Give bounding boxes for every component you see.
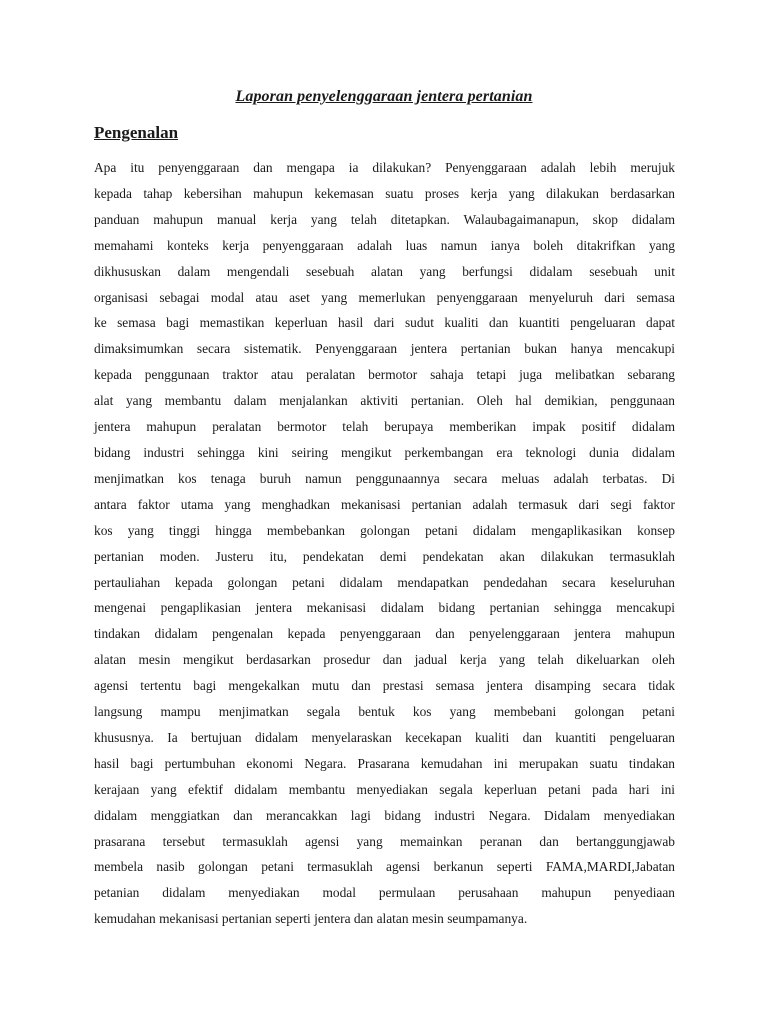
paragraph-line: hasil bagi pertumbuhan ekonomi Negara. Prasarana kemudahan ini merupakan suatu tindakan [94, 755, 675, 771]
paragraph-line: dikhususkan dalam mengendali sesebuah alatan yang berfungsi didalam sesebuah unit [94, 263, 675, 279]
paragraph-line: jentera mahupun peralatan bermotor telah berupaya memberikan impak positif didalam [94, 419, 675, 435]
paragraph-line: membela nasib golongan petani termasuklah agensi berkanun seperti FAMA,MARDI,Jabatan [94, 859, 675, 875]
paragraph-line: pertanian moden. Justeru itu, pendekatan demi pendekatan akan dilakukan termasuklah [94, 548, 675, 564]
paragraph-line: kepada penggunaan traktor atau peralatan bermotor sahaja tetapi juga melibatkan sebarang [94, 367, 675, 383]
paragraph-line: kerajaan yang efektif didalam membantu menyediakan segala keperluan petani pada hari ini [94, 781, 675, 797]
paragraph-line: organisasi sebagai modal atau aset yang memerlukan penyenggaraan menyeluruh dari semasa [94, 289, 675, 305]
paragraph-line: memahami konteks kerja penyenggaraan adalah luas namun ianya boleh ditakrifkan yang [94, 237, 675, 253]
paragraph-line: mengenai pengaplikasian jentera mekanisasi didalam bidang pertanian sehingga mencakupi [94, 600, 675, 616]
paragraph-line: alatan mesin mengikut berdasarkan prosedur dan jadual kerja yang telah dikeluarkan oleh [94, 652, 675, 668]
paragraph-line: prasarana tersebut termasuklah agensi yang memainkan peranan dan bertanggungjawab [94, 833, 675, 849]
paragraph-line: petanian didalam menyediakan modal permulaan perusahaan mahupun penyediaan [94, 885, 675, 901]
paragraph-line: Apa itu penyenggaraan dan mengapa ia dilakukan? Penyenggaraan adalah lebih merujuk [94, 160, 675, 175]
paragraph-line: kepada tahap kebersihan mahupun kekemasan suatu proses kerja yang dilakukan berdasarkan [94, 185, 675, 201]
paragraph-line: khususnya. Ia bertujuan didalam menyelaraskan kecekapan kualiti dan kuantiti pengeluaran [94, 729, 675, 745]
section-heading: Pengenalan [94, 123, 179, 142]
paragraph-line: pertauliahan kepada golongan petani didalam mendapatkan pendedahan secara keseluruhan [94, 574, 675, 590]
paragraph-line: menjimatkan kos tenaga buruh namun penggunaannya secara meluas adalah terbatas. Di [94, 470, 675, 486]
paragraph-line: tindakan didalam pengenalan kepada penyenggaraan dan penyelenggaraan jentera mahupun [94, 626, 675, 642]
paragraph-line: kos yang tinggi hingga membebankan golongan petani didalam mengaplikasikan konsep [94, 522, 675, 538]
paragraph-line: agensi tertentu bagi mengekalkan mutu dan prestasi semasa jentera disamping secara tidak [94, 678, 675, 694]
paragraph-line: bidang industri sehingga kini seiring mengikut perkembangan era teknologi dunia didalam [94, 444, 675, 460]
document-title: Laporan penyelenggaraan jentera pertanian [235, 88, 533, 105]
paragraph-line: panduan mahupun manual kerja yang telah ditetapkan. Walaubagaimanapun, skop didalam [94, 211, 675, 227]
paragraph-line: dimaksimumkan secara sistematik. Penyenggaraan jentera pertanian bukan hanya mencakupi [94, 341, 675, 357]
paragraph-line: antara faktor utama yang menghadkan mekanisasi pertanian adalah termasuk dari segi faktor [94, 496, 675, 512]
paragraph-line: didalam menggiatkan dan merancakkan lagi bidang industri Negara. Didalam menyediakan [94, 807, 675, 823]
paragraph-line: langsung mampu menjimatkan segala bentuk kos yang membebani golongan petani [94, 704, 675, 720]
paragraph-line: kemudahan mekanisasi pertanian seperti jentera dan alatan mesin seumpamanya. [94, 911, 528, 927]
paragraph-line: ke semasa bagi memastikan keperluan hasil dari sudut kualiti dan kuantiti pengeluaran dapat [94, 315, 675, 331]
body-paragraph [94, 155, 675, 932]
paragraph-line: alat yang membantu dalam menjalankan aktiviti pertanian. Oleh hal demikian, penggunaan [94, 393, 675, 409]
